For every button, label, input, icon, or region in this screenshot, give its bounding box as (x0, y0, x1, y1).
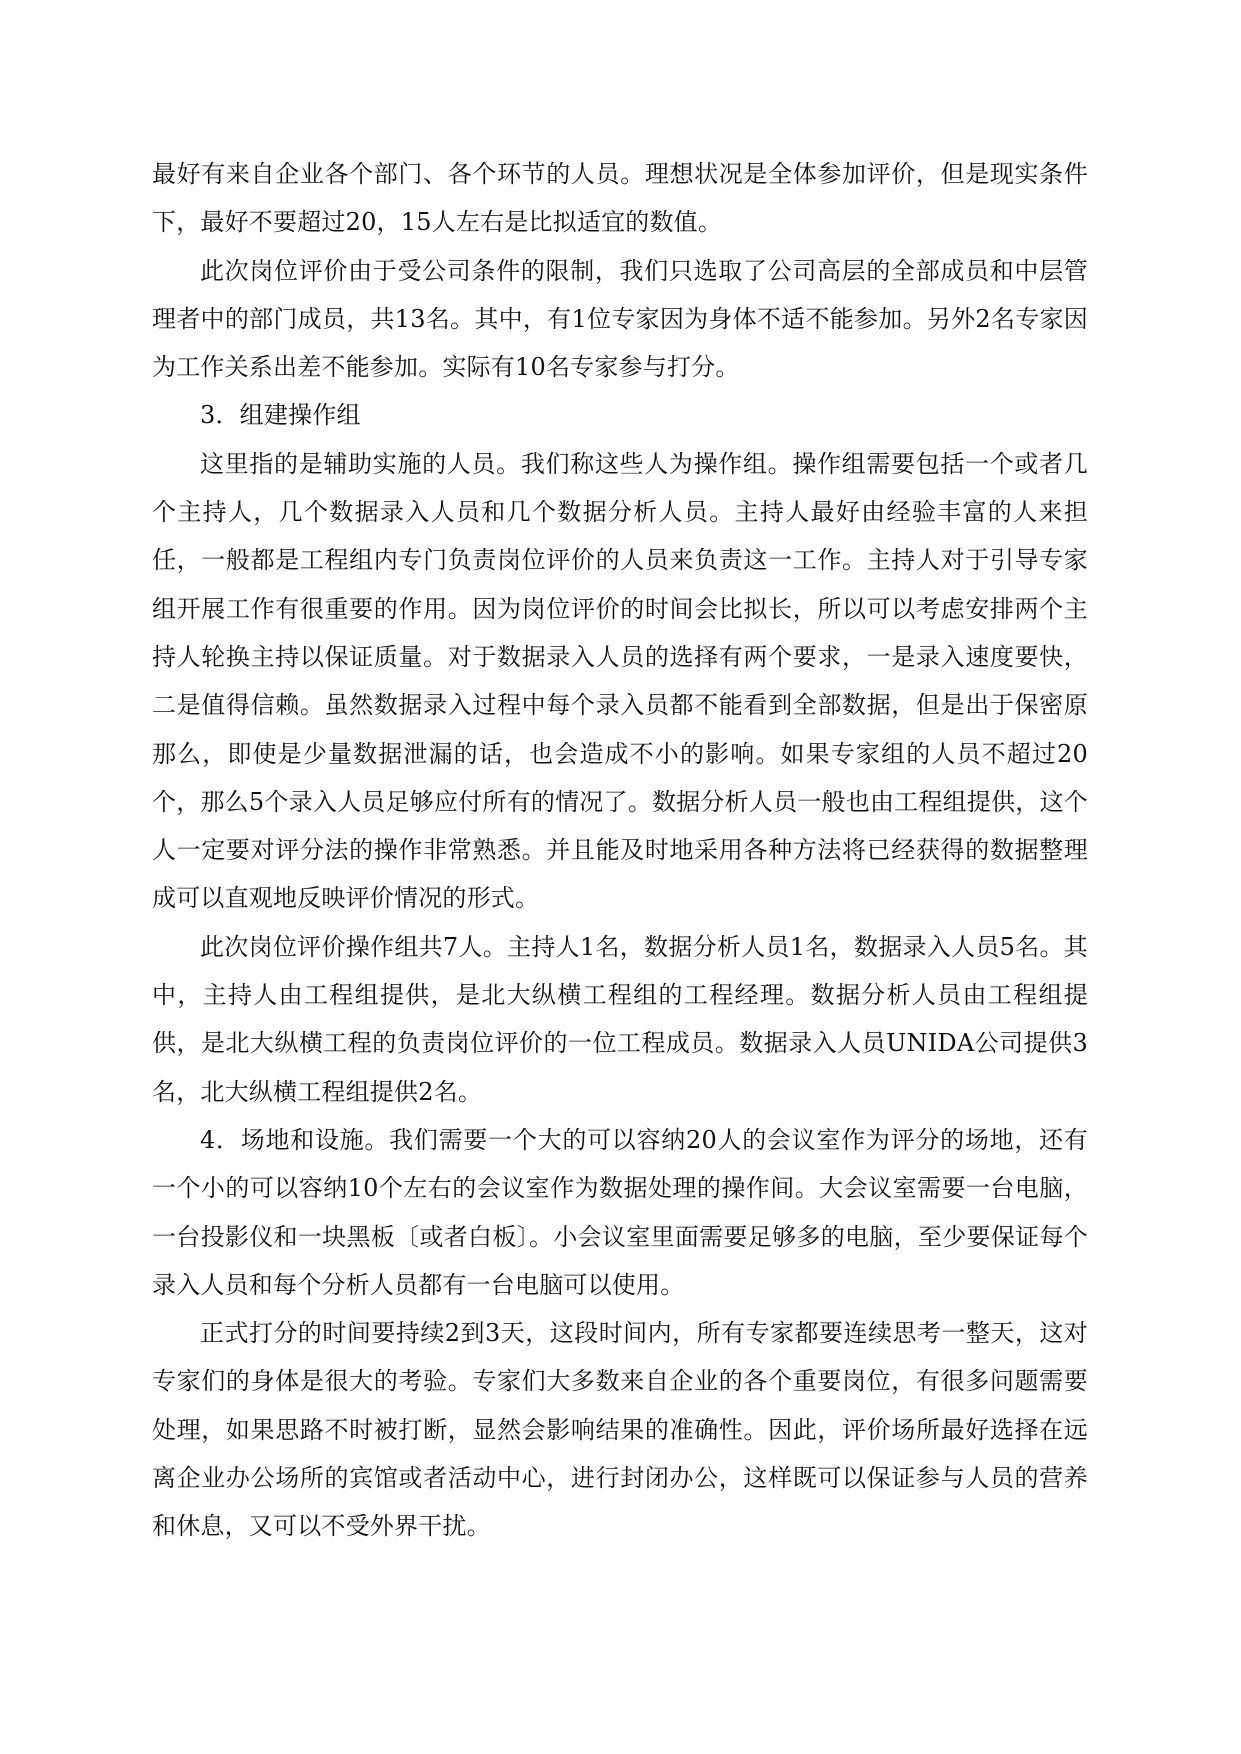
paragraph-operation-group-members: 此次岗位评价操作组共7人。主持人1名，数据分析人员1名，数据录入人员5名。其中，主持人由工程组提供，是北大纵横工程组的工程经理。数据分析人员由工程组提供，是北大纵横工程的负责岗位评价的一位工程成员。数据录入人员UNIDA公司提供3名，北大纵横工程组提供2名。 (152, 932, 1088, 1106)
paragraph-expert-composition: 最好有来自企业各个部门、各个环节的人员。理想状况是全体参加评价，但是现实条件下，最好不要超过20，15人左右是比拟适宜的数值。 (152, 160, 1088, 237)
paragraph-operation-group: 这里指的是辅助实施的人员。我们称这些人为操作组。操作组需要包括一个或者几个主持人，几个数据录入人员和几个数据分析人员。主持人最好由经验丰富的人来担任，一般都是工程组内专门负责岗位评价的人员来负责这一工作。主持人对于引导专家组开展工作有很重要的作用。因为岗位评价的时间会比拟长，所以可以考虑安排两个主持人轮换主持以保证质量。对于数据录入人员的选择有两个要求，一是录入速度要快，二是值得信赖。虽然数据录入过程中每个录入员都不能看到全部数据，但是出于保密原那么，即使是少量数据泄漏的话，也会造成不小的影响。如果专家组的人员不超过20个，那么5个录入人员足够应付所有的情况了。数据分析人员一般也由工程组提供，这个人一定要对评分法的操作非常熟悉。并且能及时地采用各种方法将已经获得的数据整理成可以直观地反映评价情况的形式。 (152, 449, 1088, 913)
paragraph-scoring-schedule: 正式打分的时间要持续2到3天，这段时间内，所有专家都要连续思考一整天，这对专家们的身体是很大的考验。专家们大多数来自企业的各个重要岗位，有很多问题需要处理，如果思路不时被打断，显然会影响结果的准确性。因此，评价场所最好选择在远离企业办公场所的宾馆或者活动中心，进行封闭办公，这样既可以保证参与人员的营养和休息，又可以不受外界干扰。 (152, 1319, 1088, 1541)
section-heading-operation-group: 3．组建操作组 (200, 401, 361, 430)
paragraph-venue-facilities: 4．场地和设施。我们需要一个大的可以容纳20人的会议室作为评分的场地，还有一个小的可以容纳10个左右的会议室作为数据处理的操作间。大会议室需要一台电脑，一台投影仪和一块黑板〔或者白板〕。小会议室里面需要足够多的电脑，至少要保证每个录入人员和每个分析人员都有一台电脑可以使用。 (152, 1125, 1088, 1299)
document-body (152, 150, 1088, 1551)
paragraph-expert-selection: 此次岗位评价由于受公司条件的限制，我们只选取了公司高层的全部成员和中层管理者中的部门成员，共13名。其中，有1位专家因为身体不适不能参加。另外2名专家因为工作关系出差不能参加。实际有10名专家参与打分。 (152, 256, 1088, 382)
